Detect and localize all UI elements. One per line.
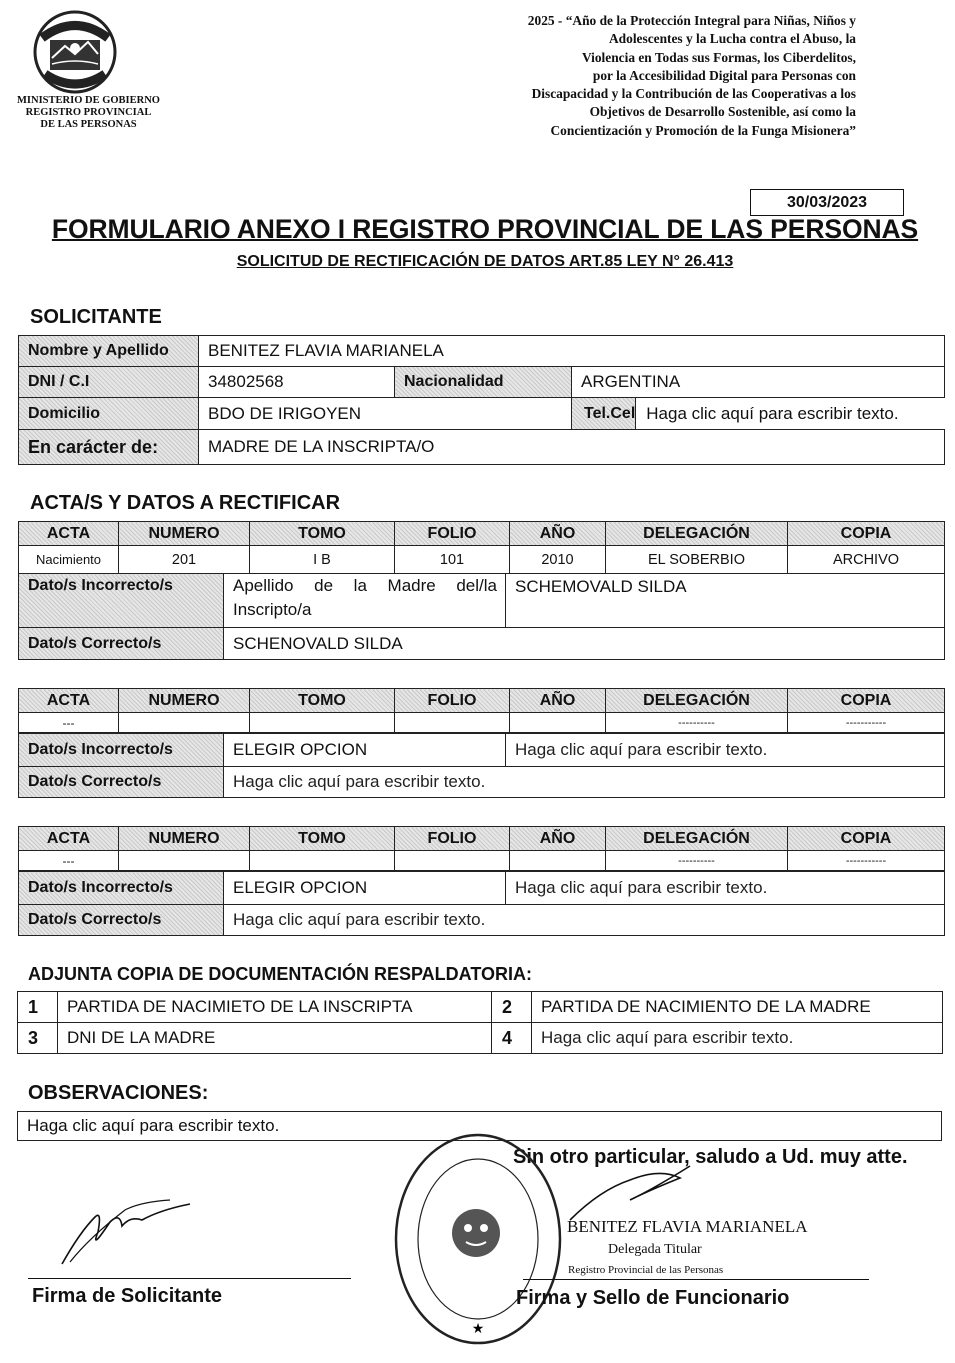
incorrect-value-field[interactable]: Haga clic aquí para escribir texto. (506, 872, 945, 905)
acta-table-3 (18, 826, 945, 871)
incorrect-field-select[interactable]: Apellido de la Madre del/la Inscripto/a (224, 574, 506, 628)
acta-type-field[interactable]: --- (19, 713, 119, 733)
header-delegacion: DELEGACIÓN (606, 522, 788, 546)
section-heading-solicitante: SOLICITANTE (30, 306, 162, 328)
motto-line: Discapacidad y la Contribución de las Cooperativas a los (531, 86, 856, 102)
firma-funcionario-label: Firma y Sello de Funcionario (516, 1287, 790, 1309)
motto-line: Concientización y Promoción de la Funga Misionera” (550, 122, 856, 138)
folio-field[interactable]: 101 (395, 546, 510, 574)
anio-field[interactable] (510, 713, 606, 733)
header-tomo: TOMO (250, 522, 395, 546)
observaciones-field[interactable]: Haga clic aquí para escribir texto. (17, 1111, 942, 1141)
ministry-line: MINISTERIO DE GOBIERNO (17, 95, 160, 106)
header-delegacion: DELEGACIÓN (606, 827, 788, 851)
header-anio: AÑO (510, 689, 606, 713)
applicant-signature-line (28, 1278, 351, 1279)
date-field[interactable]: 30/03/2023 (750, 189, 904, 216)
incorrect-label: Dato/s Incorrecto/s (19, 574, 224, 628)
year-motto (380, 12, 856, 140)
closing-text: Sin otro particular, saludo a Ud. muy atte. (513, 1146, 908, 1168)
numero-field[interactable] (119, 851, 250, 871)
motto-line: Violencia en Todas sus Formas, los Ciberdelitos, (581, 49, 856, 65)
header-numero: NUMERO (119, 689, 250, 713)
acta-table-1 (18, 521, 945, 574)
header-folio: FOLIO (395, 689, 510, 713)
adjunta-item-field[interactable]: DNI DE LA MADRE (58, 1023, 492, 1054)
header-copia: COPIA (788, 522, 945, 546)
correct-value-field[interactable]: SCHENOVALD SILDA (224, 628, 945, 660)
motto-line: por la Accesibilidad Digital para Personas con (592, 67, 856, 83)
svg-text:★: ★ (471, 1322, 485, 1337)
folio-field[interactable] (395, 851, 510, 871)
official-signature-line (523, 1279, 869, 1280)
official-name: BENITEZ FLAVIA MARIANELA (567, 1217, 808, 1236)
adjunta-number: 3 (18, 1023, 58, 1054)
header-tomo: TOMO (250, 827, 395, 851)
tomo-field[interactable]: I B (250, 546, 395, 574)
header-delegacion: DELEGACIÓN (606, 689, 788, 713)
firma-solicitante-label: Firma de Solicitante (32, 1285, 223, 1307)
delegacion-field[interactable]: EL SOBERBIO (606, 546, 788, 574)
tel-value[interactable]: Haga clic aquí para escribir texto. (646, 403, 899, 423)
folio-field[interactable] (395, 713, 510, 733)
acta-datos-table-1 (18, 573, 945, 660)
dni-field[interactable]: 34802568 (199, 367, 395, 398)
delegacion-field[interactable]: ---------- (606, 851, 788, 871)
ministry-line: REGISTRO PROVINCIAL (25, 107, 152, 118)
tomo-field[interactable] (250, 713, 395, 733)
header-copia: COPIA (788, 827, 945, 851)
header-folio: FOLIO (395, 522, 510, 546)
header-acta: ACTA (19, 827, 119, 851)
official-seal (388, 1128, 568, 1350)
acta-datos-table-2 (18, 733, 945, 798)
acta-table-2 (18, 688, 945, 733)
nombre-field[interactable]: BENITEZ FLAVIA MARIANELA (199, 336, 945, 367)
correct-value-field[interactable]: Haga clic aquí para escribir texto. (224, 905, 945, 936)
delegacion-field[interactable]: ---------- (606, 713, 788, 733)
adjunta-table (17, 991, 943, 1054)
dni-label: DNI / C.I (19, 367, 199, 398)
adjunta-item-field[interactable]: PARTIDA DE NACIMIETO DE LA INSCRIPTA (58, 992, 492, 1023)
tel-field[interactable] (572, 398, 899, 430)
acta-type-field[interactable]: --- (19, 851, 119, 871)
header-acta: ACTA (19, 522, 119, 546)
header-copia: COPIA (788, 689, 945, 713)
official-office: Registro Provincial de las Personas (568, 1264, 724, 1276)
anio-field[interactable]: 2010 (510, 546, 606, 574)
correct-label: Dato/s Correcto/s (19, 767, 224, 798)
province-crest-logo (30, 8, 120, 96)
nacionalidad-label: Nacionalidad (395, 367, 572, 398)
anio-field[interactable] (510, 851, 606, 871)
official-role: Delegada Titular (608, 1242, 702, 1257)
nacionalidad-field[interactable]: ARGENTINA (572, 367, 945, 398)
adjunta-number: 2 (492, 992, 532, 1023)
header-numero: NUMERO (119, 827, 250, 851)
form-title: FORMULARIO ANEXO I REGISTRO PROVINCIAL DE LAS PERSONAS (51, 214, 919, 244)
header-acta: ACTA (19, 689, 119, 713)
acta-type-field[interactable]: Nacimiento (19, 546, 119, 574)
tel-label: Tel.Cel (572, 398, 636, 429)
incorrect-value-field[interactable]: SCHEMOVALD SILDA (506, 574, 945, 628)
motto-line: Objetivos de Desarrollo Sostenible, así como la (589, 104, 856, 120)
section-heading-observaciones: OBSERVACIONES: (28, 1082, 209, 1104)
numero-field[interactable]: 201 (119, 546, 250, 574)
section-heading-adjunta: ADJUNTA COPIA DE DOCUMENTACIÓN RESPALDATORIA: (28, 964, 532, 984)
acta-datos-table-3 (18, 871, 945, 936)
section-heading-actas: ACTA/S Y DATOS A RECTIFICAR (30, 492, 341, 514)
adjunta-number: 4 (492, 1023, 532, 1054)
copia-field[interactable]: ----------- (788, 713, 945, 733)
correct-label: Dato/s Correcto/s (19, 905, 224, 936)
copia-field[interactable]: ARCHIVO (788, 546, 945, 574)
motto-line: Adolescentes y la Lucha contra el Abuso, la (609, 31, 856, 47)
numero-field[interactable] (119, 713, 250, 733)
correct-value-field[interactable]: Haga clic aquí para escribir texto. (224, 767, 945, 798)
adjunta-number: 1 (18, 992, 58, 1023)
header-tomo: TOMO (250, 689, 395, 713)
domicilio-label: Domicilio (19, 398, 199, 430)
incorrect-field-select[interactable]: ELEGIR OPCION (224, 734, 506, 767)
incorrect-label: Dato/s Incorrecto/s (19, 734, 224, 767)
header-folio: FOLIO (395, 827, 510, 851)
header-anio: AÑO (510, 827, 606, 851)
ministry-header (6, 95, 171, 131)
adjunta-item-field[interactable]: Haga clic aquí para escribir texto. (532, 1023, 943, 1054)
copia-field[interactable]: ----------- (788, 851, 945, 871)
header-anio: AÑO (510, 522, 606, 546)
incorrect-field-select[interactable]: ELEGIR OPCION (224, 872, 506, 905)
incorrect-label: Dato/s Incorrecto/s (19, 872, 224, 905)
nombre-label: Nombre y Apellido (19, 336, 199, 367)
header-numero: NUMERO (119, 522, 250, 546)
tomo-field[interactable] (250, 851, 395, 871)
ministry-line: DE LAS PERSONAS (40, 119, 137, 130)
caracter-label: En carácter de: (19, 430, 199, 465)
applicant-signature (50, 1192, 220, 1272)
correct-label: Dato/s Correcto/s (19, 628, 224, 660)
incorrect-value-field[interactable]: Haga clic aquí para escribir texto. (506, 734, 945, 767)
caracter-field[interactable]: MADRE DE LA INSCRIPTA/O (199, 430, 945, 465)
domicilio-field[interactable]: BDO DE IRIGOYEN (199, 398, 572, 430)
form-subtitle: SOLICITUD DE RECTIFICACIÓN DE DATOS ART.85 LEY N° 26.413 (236, 253, 734, 270)
motto-line: 2025 - “Año de la Protección Integral para Niñas, Niños y (527, 13, 856, 28)
solicitante-table (18, 335, 945, 465)
adjunta-item-field[interactable]: PARTIDA DE NACIMIENTO DE LA MADRE (532, 992, 943, 1023)
